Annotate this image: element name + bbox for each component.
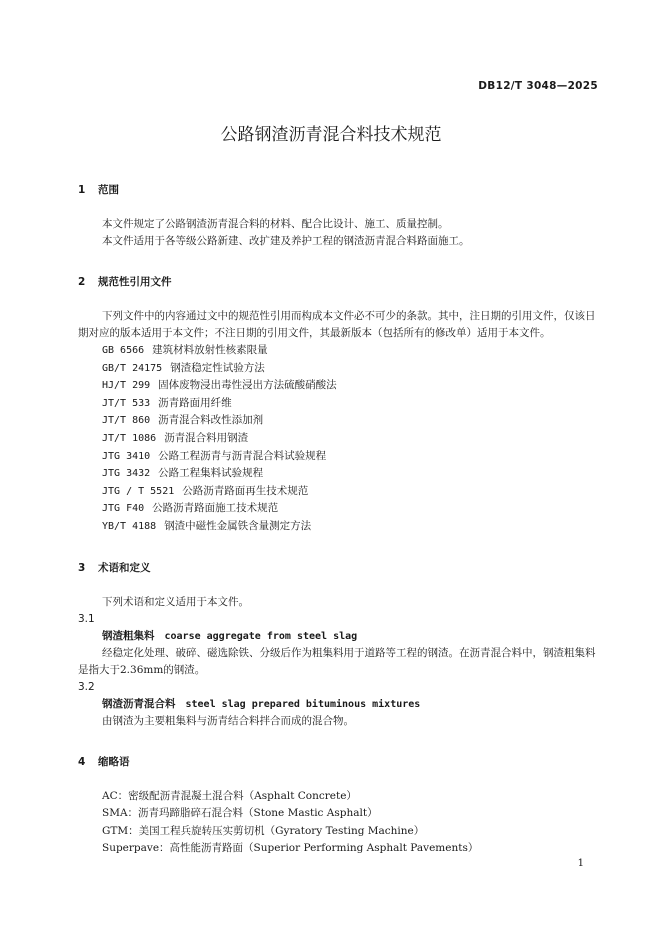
reference-item: [78, 342, 604, 360]
paragraph: 下列文件中的内容通过文中的规范性引用而构成本文件必不可少的条款。其中，注日期的引用文件，仅该日期对应的版本适用于本文件；不注日期的引用文件，其最新版本（包括所有的修改单）适用于本文件。: [78, 310, 596, 339]
term-en: coarse aggregate from steel slag: [164, 630, 358, 642]
section-number: 2: [78, 276, 86, 288]
section-heading-terms-and-definitions: [78, 558, 604, 578]
reference-code: YB/T 4188: [102, 520, 157, 532]
document-body: [78, 180, 604, 858]
section-heading-abbreviations: [78, 752, 604, 772]
section-title: 缩略语: [98, 755, 130, 768]
reference-name: 公路工程沥青与沥青混合料试验规程: [158, 449, 327, 462]
reference-code: HJ/T 299: [102, 380, 151, 392]
section-heading-normative-references: [78, 272, 604, 292]
section-title: 规范性引用文件: [98, 276, 172, 288]
section-number: 3: [78, 561, 86, 574]
reference-item: [78, 483, 604, 501]
reference-item: [78, 448, 604, 466]
reference-item: [78, 518, 604, 536]
reference-name: 沥青路面用纤维: [158, 396, 232, 409]
reference-name: 建筑材料放射性核素限量: [152, 344, 268, 356]
term-number: 3.1: [78, 612, 95, 625]
abbreviation-item: GTM：美国工程兵旋转压实剪切机（Gyratory Testing Machine）: [102, 824, 425, 837]
term-heading: [78, 696, 604, 713]
reference-code: JTG F40: [102, 503, 145, 515]
reference-item: [78, 465, 604, 483]
term-heading: [78, 628, 604, 645]
reference-list: [78, 342, 604, 536]
reference-item: [78, 395, 604, 413]
section-title: 范围: [98, 184, 119, 196]
reference-code: GB 6566: [102, 345, 145, 356]
reference-item: [78, 360, 604, 378]
reference-item: [78, 430, 604, 448]
reference-item: [78, 377, 604, 395]
page-number: 1: [577, 858, 584, 869]
reference-item: [78, 500, 604, 518]
reference-name: 公路沥青路面施工技术规范: [152, 502, 279, 515]
reference-name: 钢渣稳定性试验方法: [170, 361, 265, 374]
reference-code: JT/T 1086: [102, 432, 157, 444]
paragraph: 本文件适用于各等级公路新建、改扩建及养护工程的钢渣沥青混合料路面施工。: [102, 235, 470, 247]
section-heading-scope: [78, 180, 604, 200]
reference-name: 公路沥青路面再生技术规范: [182, 484, 309, 497]
term-definition: 由钢渣为主要粗集料与沥青结合料拌合而成的混合物。: [102, 714, 354, 727]
section-number: 1: [78, 184, 86, 196]
term-zh: 钢渣粗集料: [102, 629, 155, 642]
reference-name: 钢渣中磁性金属铁含量测定方法: [164, 519, 312, 532]
abbreviation-item: Superpave：高性能沥青路面（Superior Performing Asphalt Pavements）: [102, 842, 479, 855]
section-number: 4: [78, 755, 86, 768]
reference-name: 公路工程集料试验规程: [158, 467, 264, 480]
section-title: 术语和定义: [98, 561, 151, 574]
reference-code: JT/T 860: [102, 415, 151, 427]
reference-code: JTG / T 5521: [102, 485, 175, 497]
document-title: 公路钢渣沥青混合料技术规范: [220, 125, 442, 145]
reference-name: 固体废物浸出毒性浸出方法硫酸硝酸法: [158, 379, 337, 392]
reference-code: JTG 3410: [102, 450, 151, 462]
document-code: DB12/T 3048—2025: [478, 80, 598, 92]
abbreviation-item: AC：密级配沥青混凝土混合料（Asphalt Concrete）: [102, 789, 357, 802]
paragraph: 下列术语和定义适用于本文件。: [102, 595, 249, 608]
abbreviation-item: SMA：沥青玛蹄脂碎石混合料（Stone Mastic Asphalt）: [102, 807, 378, 820]
term-number: 3.2: [78, 680, 95, 693]
reference-name: 沥青混合料用钢渣: [164, 431, 249, 444]
reference-code: GB/T 24175: [102, 362, 163, 374]
reference-code: JT/T 533: [102, 397, 151, 409]
term-en: steel slag prepared bituminous mixtures: [185, 698, 421, 710]
reference-item: [78, 412, 604, 430]
term-definition: 经稳定化处理、破碎、磁选除铁、分级后作为粗集料用于道路等工程的钢渣。在沥青混合料中，钢渣粗集料是指大于2.36mm的钢渣。: [78, 646, 596, 676]
reference-code: JTG 3432: [102, 468, 151, 480]
reference-name: 沥青混合料改性添加剂: [158, 414, 264, 427]
term-zh: 钢渣沥青混合料: [102, 697, 176, 710]
paragraph: 本文件规定了公路钢渣沥青混合料的材料、配合比设计、施工、质量控制。: [102, 218, 449, 230]
